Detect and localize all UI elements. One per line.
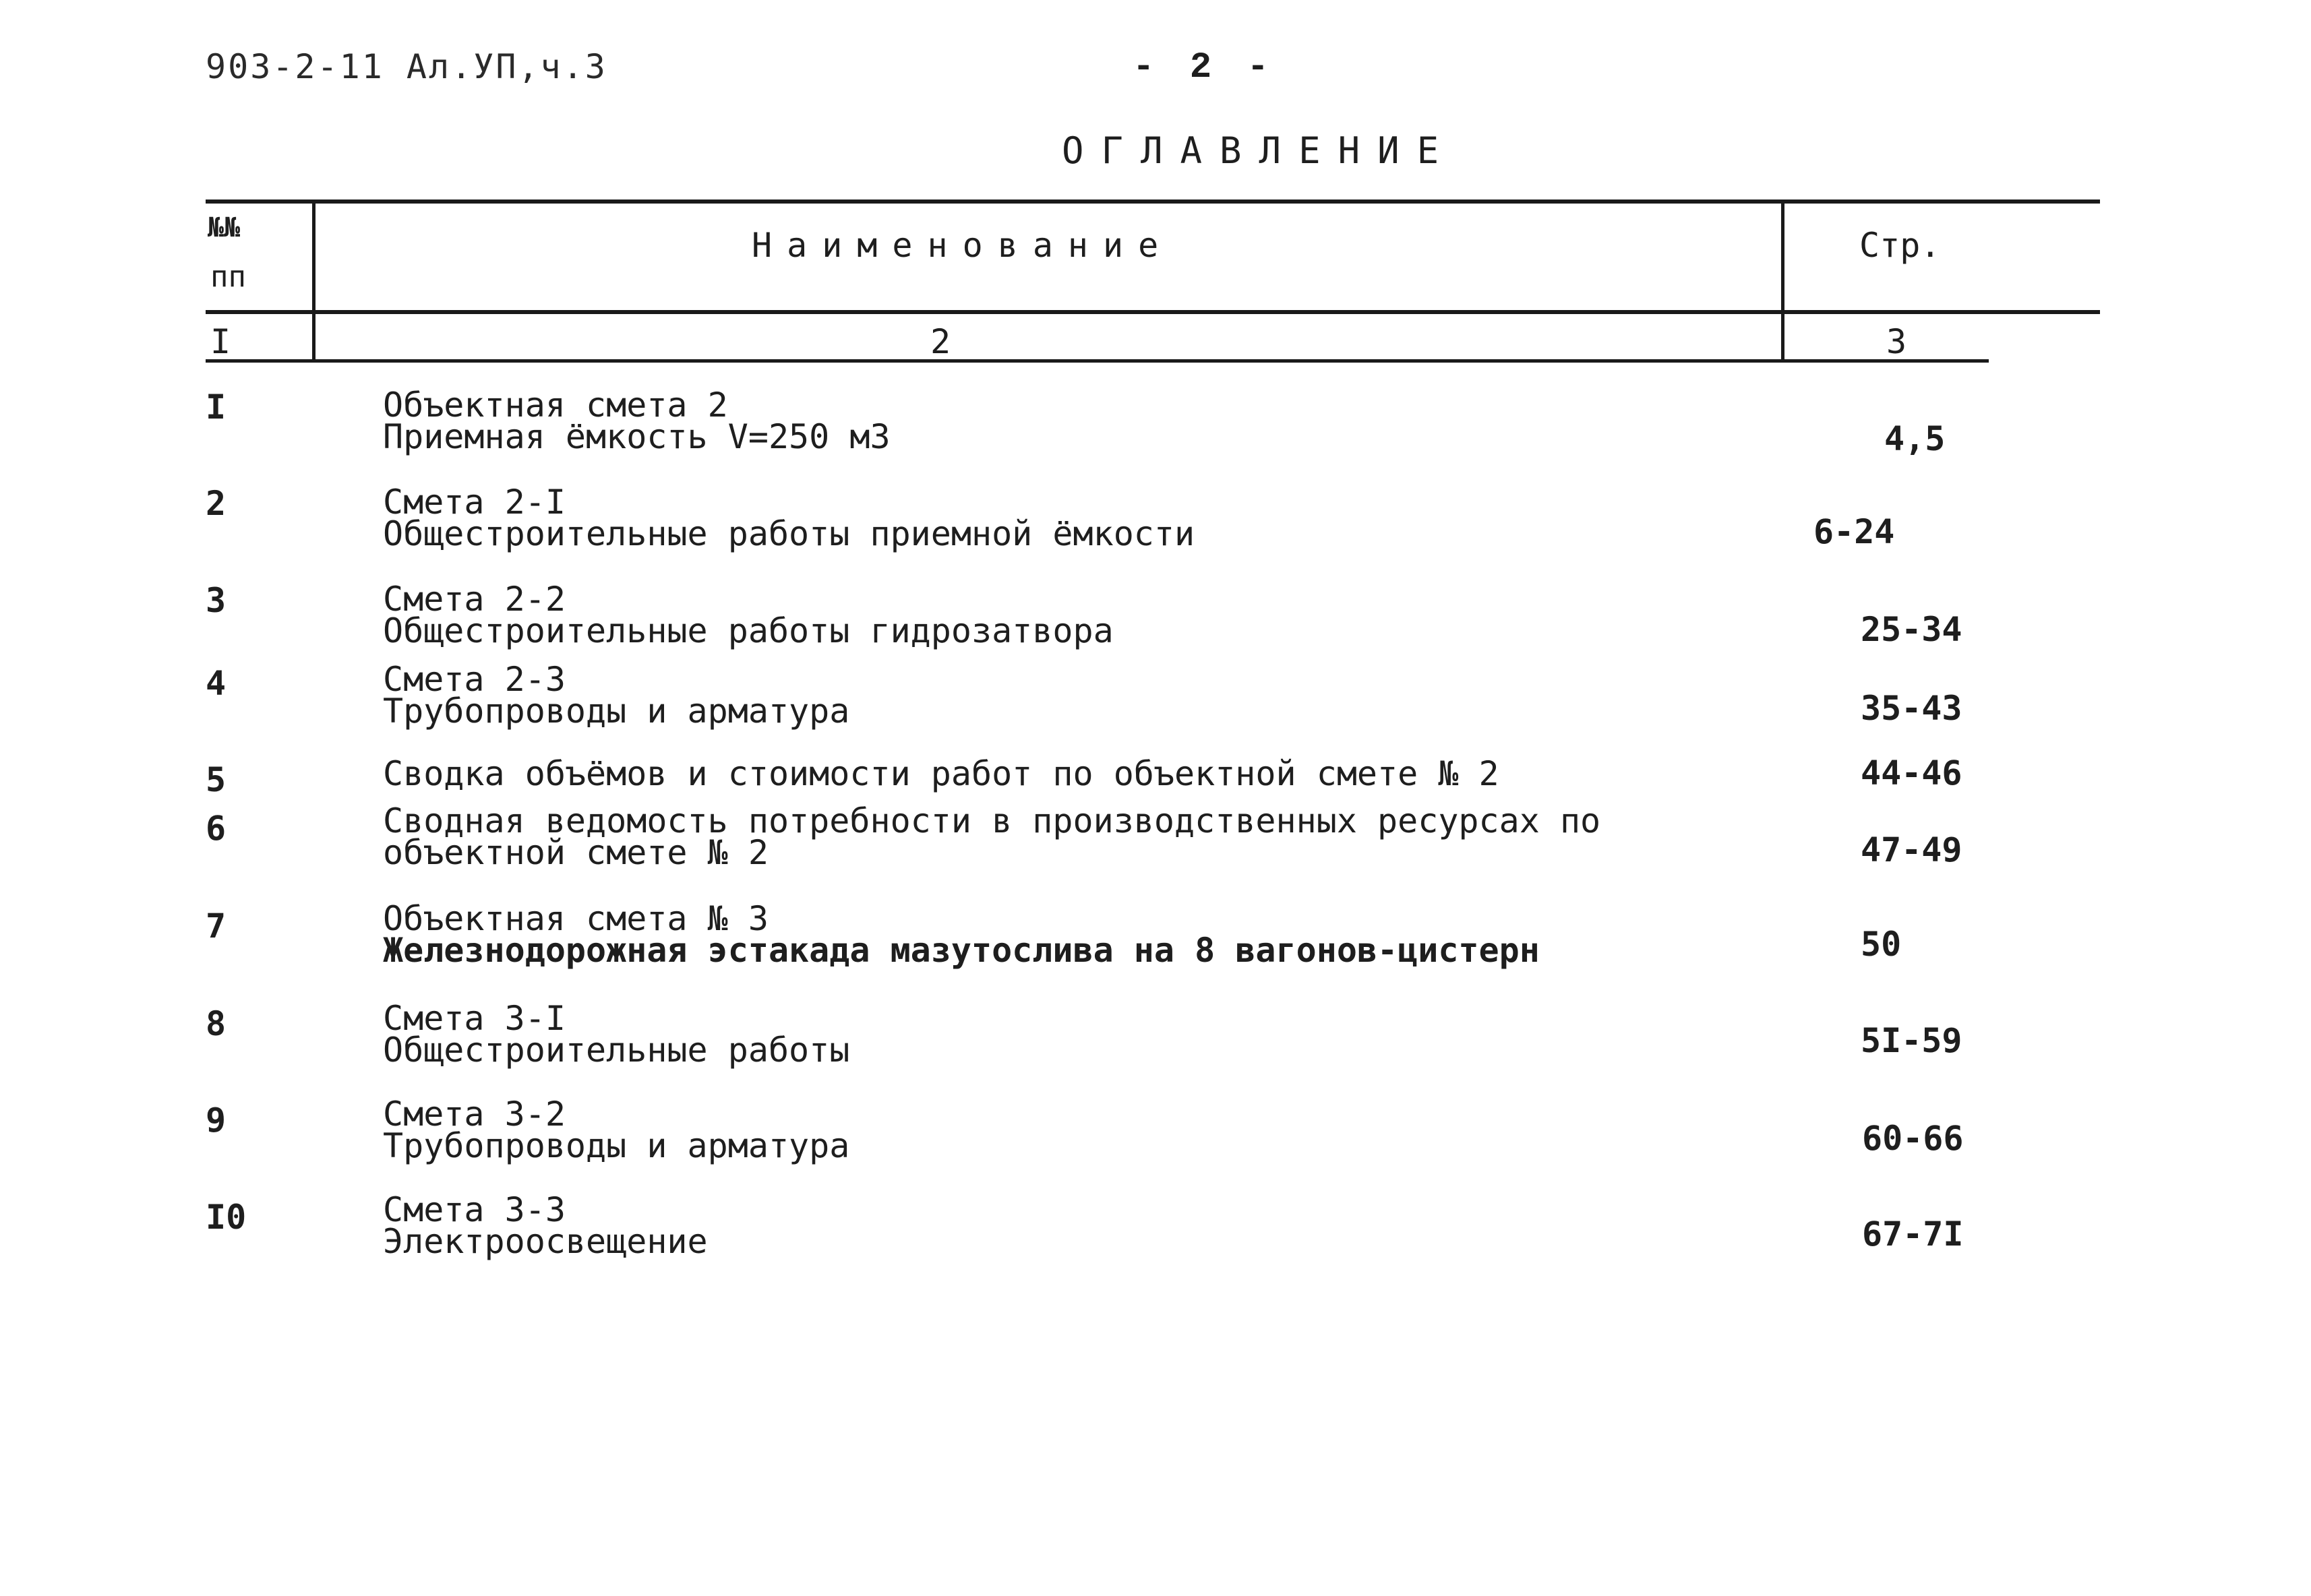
row-line: Трубопроводы и арматура <box>383 692 850 731</box>
column-divider-left <box>312 202 316 363</box>
row-title <box>383 801 1601 872</box>
column-divider-right <box>1781 202 1784 363</box>
row-number: 5 <box>206 760 227 799</box>
row-line: Сводная ведомость потребности в производственных ресурсах по <box>383 801 1601 840</box>
row-pages: 35-43 <box>1861 689 1962 728</box>
row-line: Сводка объёмов и стоимости работ по объектной смете № 2 <box>383 754 1499 793</box>
header-name-label: Наименование <box>752 226 1174 265</box>
row-title <box>383 580 1114 650</box>
column-number-3: 3 <box>1886 322 1907 361</box>
row-line: Объектная смета № 3 <box>383 899 769 938</box>
row-line: Общестроительные работы <box>383 1031 850 1070</box>
row-pages: 6-24 <box>1813 512 1895 551</box>
row-number: 2 <box>206 484 227 523</box>
column-number-1: I <box>210 322 231 361</box>
row-line: Смета 3-I <box>383 999 566 1038</box>
row-title <box>383 1095 850 1165</box>
header-num-label: №№ <box>208 212 241 243</box>
row-line: объектной смете № 2 <box>383 833 769 872</box>
row-title <box>383 386 891 456</box>
row-pages: 67-7I <box>1862 1215 1964 1254</box>
row-line: Приемная ёмкость V=250 м3 <box>383 417 891 456</box>
row-number: 9 <box>206 1101 227 1140</box>
row-title <box>383 660 850 731</box>
row-pages: 50 <box>1861 925 1902 964</box>
row-line: Смета 2-3 <box>383 660 566 699</box>
row-line: Смета 3-2 <box>383 1095 566 1134</box>
row-title <box>383 483 1195 553</box>
row-pages: 60-66 <box>1862 1119 1964 1158</box>
row-title <box>383 754 1499 793</box>
row-pages: 47-49 <box>1861 830 1962 869</box>
row-number: 6 <box>206 809 227 848</box>
row-line: Объектная смета 2 <box>383 386 728 425</box>
page-title: ОГЛАВЛЕНИЕ <box>1062 129 1457 172</box>
row-line: Общестроительные работы приемной ёмкости <box>383 514 1195 553</box>
row-line: Железнодорожная эстакада мазутослива на 8 вагонов-цистерн <box>383 931 1540 970</box>
header-bottom-rule <box>206 310 2100 314</box>
row-line: Электроосвещение <box>383 1222 708 1261</box>
row-pages: 25-34 <box>1861 610 1962 649</box>
row-line: Трубопроводы и арматура <box>383 1126 850 1165</box>
row-number: 4 <box>206 664 227 703</box>
row-line: Смета 2-I <box>383 483 566 522</box>
row-pages: 5I-59 <box>1861 1021 1962 1060</box>
column-number-2: 2 <box>930 322 951 361</box>
row-title <box>383 999 850 1070</box>
row-number: I <box>206 388 227 427</box>
row-pages: 4,5 <box>1884 419 1946 458</box>
row-number: 8 <box>206 1004 227 1043</box>
row-line: Смета 3-3 <box>383 1190 566 1229</box>
table-top-rule <box>206 200 2100 204</box>
row-number: 7 <box>206 907 227 946</box>
row-pages: 44-46 <box>1861 754 1962 793</box>
page-number: - 2 - <box>1133 47 1276 88</box>
colnum-bottom-rule <box>206 359 1989 363</box>
document-code: 903-2-11 Ал.УП,ч.3 <box>206 47 607 86</box>
row-line: Общестроительные работы гидрозатвора <box>383 611 1114 650</box>
row-number: 3 <box>206 581 227 620</box>
row-number: I0 <box>206 1198 247 1237</box>
row-title <box>383 899 1540 970</box>
header-num-sublabel: пп <box>210 259 246 294</box>
row-title <box>383 1190 708 1261</box>
row-line: Смета 2-2 <box>383 580 566 619</box>
header-page-label: Стр. <box>1859 226 1941 265</box>
